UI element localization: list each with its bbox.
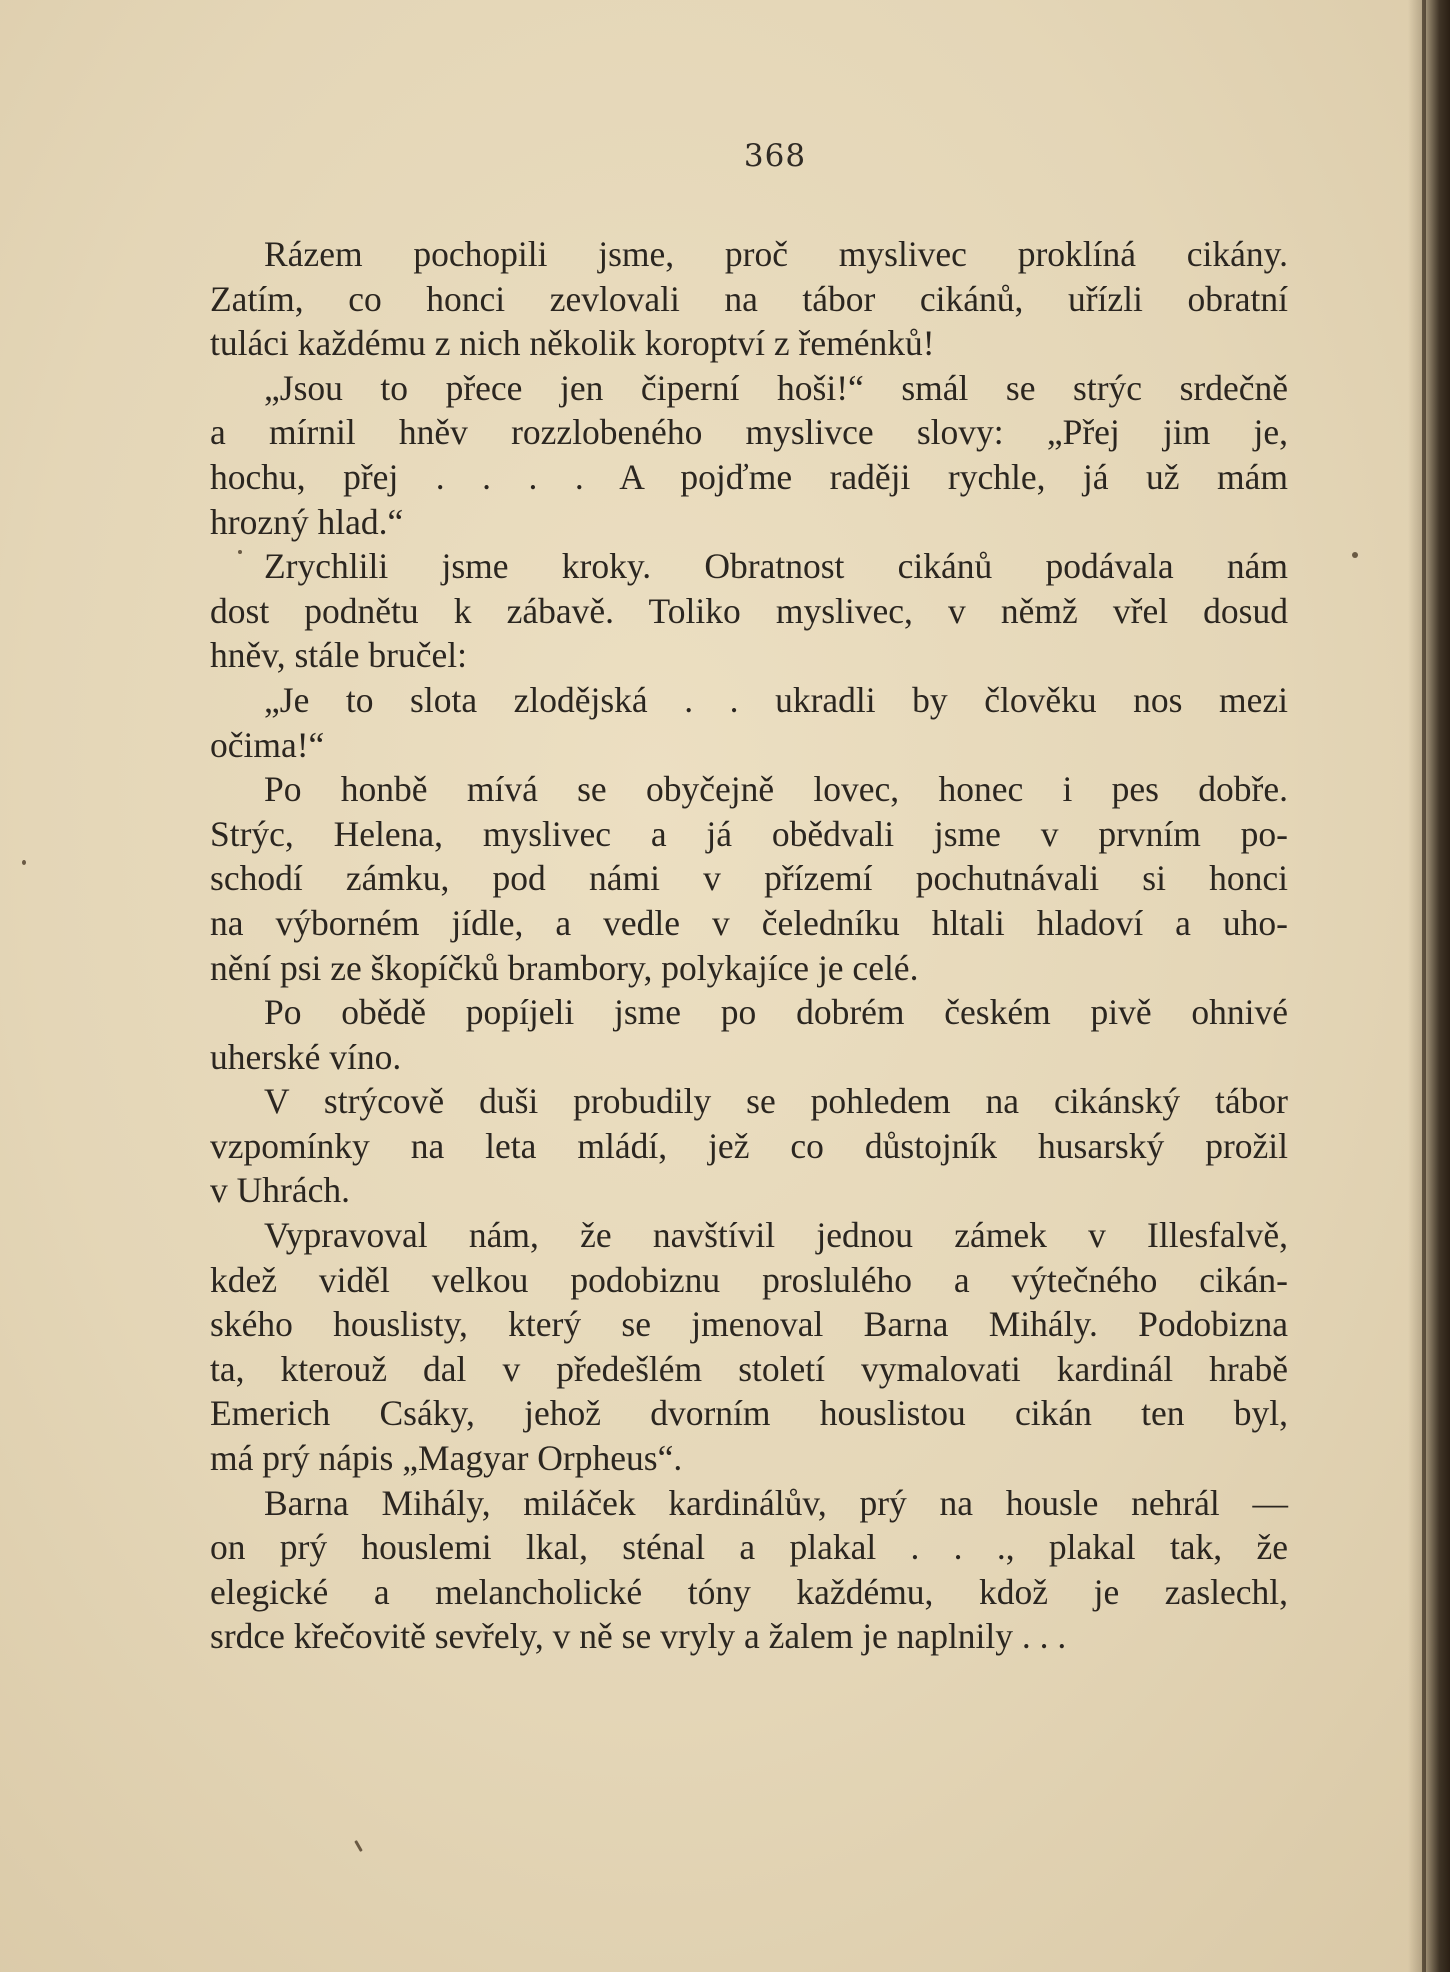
text-line: a mírnil hněv rozzlobeného myslivce slovy: „Přej jim je, [210,412,1288,453]
text-line: Vypravoval nám, že navštívil jednou zámek v Illesfalvě, [264,1215,1288,1256]
paragraph [210,767,1288,990]
text-line: hochu, přej . . . . A pojďme raději rychle, já už mám [210,456,1288,497]
text-line: srdce křečovitě sevřely, v ně se vryly a žalem je naplnily . . . [210,1616,1067,1657]
text-line: Po obědě popíjeli jsme po dobrém českém pivě ohnivé [264,992,1288,1033]
paragraph [210,990,1288,1079]
text-line: hrozný hlad.“ [210,501,404,542]
text-body [210,232,1288,1659]
text-line: „Jsou to přece jen čiperní hoši!“ smál se strýc srdečně [264,367,1288,408]
paragraph [210,366,1288,544]
text-line: Strýc, Helena, myslivec a já obědvali jsme v prvním po- [210,813,1288,854]
text-line: uherské víno. [210,1036,402,1077]
text-line: v Uhrách. [210,1170,350,1211]
text-line: kdež viděl velkou podobiznu proslulého a výtečného cikán- [210,1259,1288,1300]
text-line: ta, kterouž dal v předešlém století vymalovati kardinál hrabě [210,1348,1288,1389]
text-line: dost podnětu k zábavě. Toliko myslivec, v němž vřel dosud [210,590,1288,631]
text-line: Barna Mihály, miláček kardinálův, prý na housle nehrál — [264,1482,1288,1523]
text-line: nění psi ze škopíčků brambory, polykajíce je celé. [210,947,919,988]
text-line: tuláci každému z nich několik koroptví z řeménků! [210,323,935,364]
text-line: ského houslisty, který se jmenoval Barna Mihály. Podobizna [210,1304,1288,1345]
text-line: Emerich Csáky, jehož dvorním houslistou cikán ten byl, [210,1393,1288,1434]
page-edge [1422,0,1426,1972]
text-line: Po honbě mívá se obyčejně lovec, honec i pes dobře. [264,769,1288,810]
text-line: „Je to slota zlodějská . . ukradli by člověku nos mezi [264,679,1288,720]
paragraph [210,1079,1288,1213]
text-line: on prý houslemi lkal, sténal a plakal . . ., plakal tak, že [210,1527,1288,1568]
paper-speck [354,1840,363,1852]
text-line: Rázem pochopili jsme, proč myslivec proklíná cikány. [264,234,1288,274]
text-line: hněv, stále bručel: [210,635,467,676]
paragraph [210,1213,1288,1481]
paragraph [210,232,1288,366]
text-line: Zrychlili jsme kroky. Obratnost cikánů podávala nám [264,546,1288,587]
paragraph [210,678,1288,767]
text-line: na výborném jídle, a vedle v čeledníku hltali hladoví a uho- [210,902,1288,943]
paper-speck [22,860,26,865]
page-number: 368 [743,138,807,174]
paper-speck [1352,552,1358,558]
binding-shadow [1408,0,1450,1972]
paragraph [210,1481,1288,1659]
paragraph [210,544,1288,678]
text-line: V strýcově duši probudily se pohledem na cikánský tábor [264,1081,1288,1122]
text-line: má prý nápis „Magyar Orpheus“. [210,1438,683,1479]
text-line: vzpomínky na leta mládí, jež co důstojník husarský prožil [210,1125,1288,1166]
text-line: schodí zámku, pod námi v přízemí pochutnávali si honci [210,858,1288,899]
text-line: Zatím, co honci zevlovali na tábor cikánů, uřízli obratní [210,278,1288,319]
paper-speck [238,550,242,554]
text-line: elegické a melancholické tóny každému, kdož je zaslechl, [210,1571,1288,1612]
text-line: očima!“ [210,724,325,765]
